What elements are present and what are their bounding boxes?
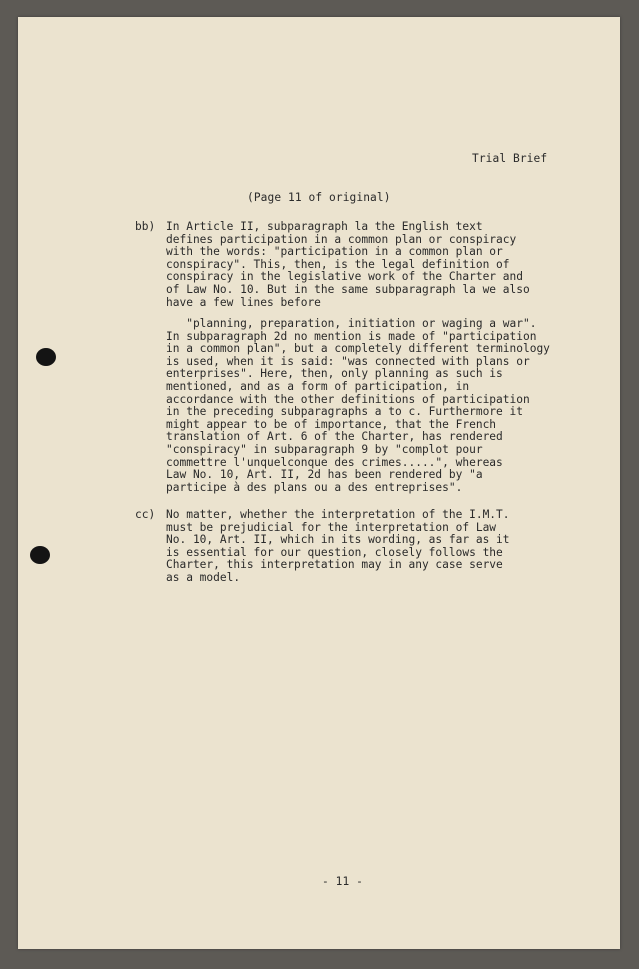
text-line: enterprises". Here, then, only planning as such is — [166, 367, 503, 381]
paragraph-bb-part1 — [166, 221, 530, 309]
paragraph-label-cc: cc) — [135, 508, 156, 521]
text-line: No. 10, Art. II, which in its wording, as far as it — [166, 533, 510, 547]
text-line: No matter, whether the interpretation of the I.M.T. — [166, 508, 510, 521]
text-line: In subparagraph 2d no mention is made of "participation — [166, 329, 537, 343]
text-line: translation of Art. 6 of the Charter, has rendered — [166, 430, 503, 444]
text-line: conspiracy". This, then, is the legal definition of — [166, 257, 510, 271]
text-line: "conspiracy" in subparagraph 9 by "complot pour — [166, 442, 483, 456]
text-line: must be prejudicial for the interpretation of Law — [166, 520, 497, 534]
text-line: Law No. 10, Art. II, 2d has been rendered by "a — [166, 468, 483, 482]
text-line: Charter, this interpretation may in any case serve — [166, 558, 503, 572]
paragraph-bb-part2 — [166, 318, 550, 494]
text-line: of Law No. 10. But in the same subparagraph la we also — [166, 282, 530, 296]
punch-hole — [30, 546, 50, 564]
text-line: conspiracy in the legislative work of the Charter and — [166, 270, 523, 284]
text-line: defines participation in a common plan or conspiracy — [166, 232, 517, 246]
text-line: might appear to be of importance, that the French — [166, 417, 497, 431]
page-number: - 11 - — [322, 875, 364, 888]
text-line: "planning, preparation, initiation or waging a war". — [166, 317, 537, 330]
punch-hole — [36, 348, 56, 366]
document-page — [18, 17, 620, 949]
page-reference: (Page 11 of original) — [247, 191, 391, 204]
text-line: is essential for our question, closely follows the — [166, 545, 503, 559]
text-line: as a model. — [166, 570, 241, 584]
text-line: mentioned, and as a form of participation, in — [166, 379, 470, 393]
text-line: with the words: "participation in a common plan or — [166, 245, 503, 259]
text-line: in a common plan", but a completely different terminology — [166, 342, 550, 356]
text-line: accordance with the other definitions of participation — [166, 392, 530, 406]
text-line: participe à des plans ou a des entreprises". — [166, 480, 463, 494]
text-line: is used, when it is said: "was connected with plans or — [166, 354, 530, 368]
paragraph-label-bb: bb) — [135, 220, 156, 233]
text-line: in the preceding subparagraphs a to c. Furthermore it — [166, 405, 523, 419]
text-line: In Article II, subparagraph la the English text — [166, 220, 483, 233]
text-line: commettre l'unquelconque des crimes.....", whereas — [166, 455, 503, 469]
paragraph-cc — [166, 509, 510, 585]
text-line: have a few lines before — [166, 295, 321, 309]
document-header-title: Trial Brief — [472, 152, 548, 165]
